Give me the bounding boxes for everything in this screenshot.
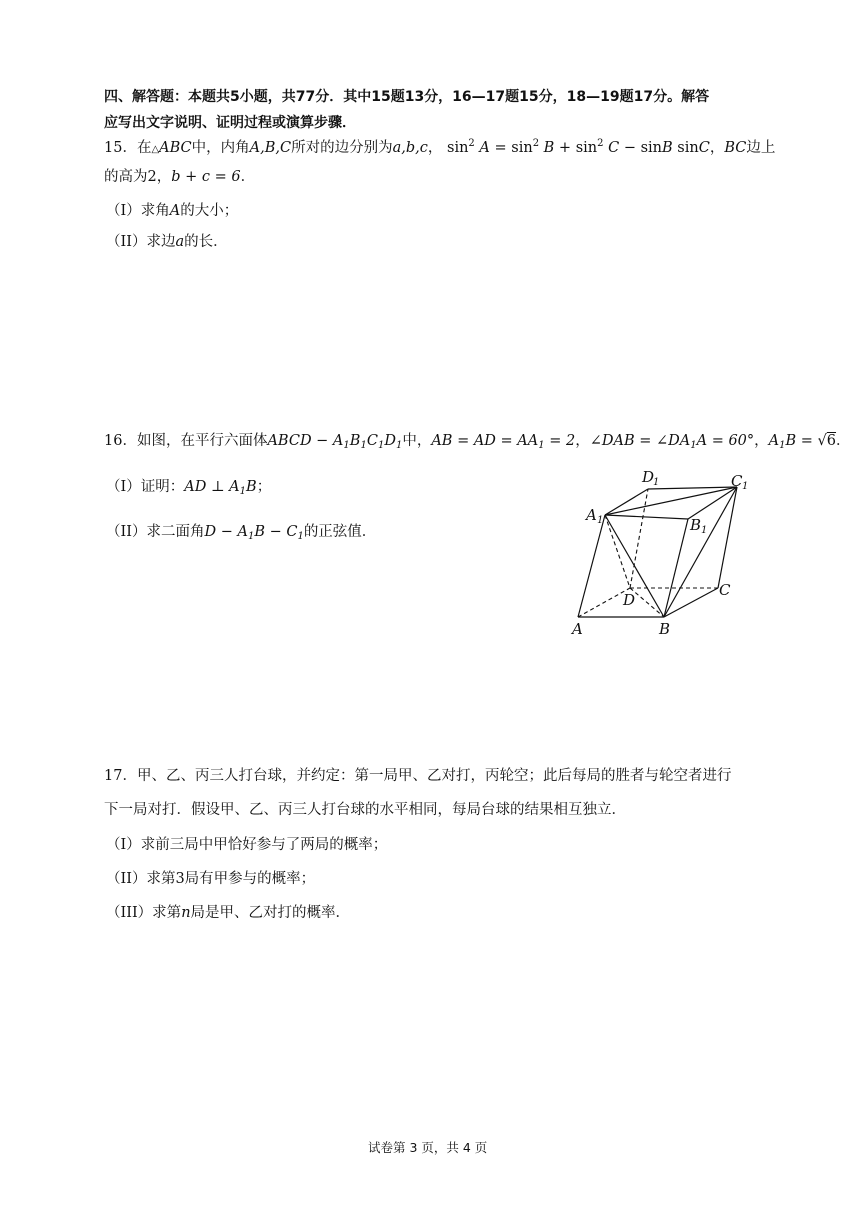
edge-A1D1: [605, 489, 648, 515]
q15-text: 所对的边分别为: [291, 140, 393, 156]
section-heading-line2: 应写出文字说明、证明过程或演算步骤．: [104, 115, 356, 131]
q17-part1: （I）求前三局中甲恰好参与了两局的概率；: [106, 837, 388, 853]
eq-part: A: [768, 433, 780, 449]
q15-part1: [106, 199, 238, 220]
q17-part3: [106, 901, 350, 922]
q16-part2-expr: [204, 524, 303, 540]
q15-number: 15．: [104, 140, 137, 156]
triangle-symbol: △: [151, 144, 160, 155]
eq-part: = sin: [489, 140, 533, 156]
eq-exp: 2: [597, 138, 604, 149]
q15-sep: ，: [709, 140, 725, 156]
edge-BB1: [664, 519, 688, 617]
q16-part2-text: 的正弦值．: [303, 524, 377, 540]
eq-part: sin: [447, 140, 469, 156]
q15-text: 边上: [746, 140, 776, 156]
eq-part: B =: [785, 433, 818, 449]
label-D: D: [623, 591, 636, 609]
q15-text: 在: [136, 140, 152, 156]
sub-one: 1: [360, 440, 367, 451]
q16-end: ．: [836, 433, 851, 449]
eq-exp: 2: [468, 138, 475, 149]
label-A1-sub: 1: [597, 515, 604, 526]
eq-exp: 2: [532, 138, 540, 149]
q17-stem-line1: 17．甲、乙、丙三人打台球，并约定：第一局甲、乙对打，丙轮空；此后每局的胜者与轮空者进行: [104, 768, 732, 784]
solid-part: D: [384, 433, 396, 449]
q16-sep: ，: [575, 433, 590, 449]
q15-stem-line1: [104, 136, 775, 157]
sub-one: 1: [538, 440, 545, 451]
sqrt-radicand: 6: [826, 433, 837, 449]
q15-triangle: ABC: [159, 140, 192, 156]
q15-text: 的高为2，: [104, 169, 172, 185]
q15-part2-var: a: [175, 234, 185, 250]
eq-part: AB = AD = AA: [431, 433, 539, 449]
eq-part: ∠DAB = ∠DA: [589, 433, 691, 449]
q15-part1-label: （I）求角: [106, 203, 170, 219]
edge-AA1: [578, 515, 605, 617]
parallelepiped-figure: [560, 462, 760, 642]
sub-one: 1: [239, 486, 247, 497]
q15-part2-text: 的长．: [184, 234, 228, 250]
eq-part: = 2: [544, 433, 576, 449]
eq-part: C: [603, 140, 620, 156]
q16-stem: [104, 429, 851, 451]
solid-part: C: [366, 433, 378, 449]
expr-part: D − A: [204, 524, 248, 540]
label-D1-sub: 1: [653, 477, 660, 488]
label-C: C: [719, 581, 731, 599]
solid-part: B: [349, 433, 361, 449]
q17-part3-var: n: [181, 905, 191, 921]
q16-part1-label: （I）证明：: [106, 479, 185, 495]
sub-one: 1: [779, 440, 786, 451]
edge-CC1: [718, 487, 737, 588]
edge-A1C1: [605, 487, 737, 515]
expr-part: B − C: [254, 524, 298, 540]
sqrt-symbol: √: [817, 433, 827, 449]
label-B1-sub: 1: [701, 525, 708, 536]
edge-A1B1: [605, 515, 688, 519]
label-A: A: [572, 620, 583, 638]
eq-part: B: [662, 140, 673, 156]
q17-part3-label: （III）求第: [106, 905, 182, 921]
q17-stem-line2: 下一局对打．假设甲、乙、丙三人打台球的水平相同，每局台球的结果相互独立．: [104, 802, 626, 818]
expr-part: B: [246, 479, 257, 495]
page-footer: 试卷第 3 页，共 4 页: [368, 1140, 488, 1155]
q15-text: ．: [240, 169, 256, 185]
eq-part: B: [539, 140, 555, 156]
eq-part: C: [698, 140, 710, 156]
q16-part1: [106, 475, 271, 497]
q15-sides: a,b,c: [392, 140, 428, 156]
q16-solid: [267, 433, 402, 449]
q16-part2-label: （II）求二面角: [106, 524, 205, 540]
q15-side-bc: BC: [724, 140, 747, 156]
sub-one: 1: [247, 531, 255, 542]
q15-angles: A,B,C: [249, 140, 292, 156]
q15-part2: [106, 230, 228, 251]
section-heading-line1: 四、解答题：本题共5小题，共77分．其中15题13分，16—17题15分，18—19题17分。解答: [104, 89, 710, 105]
q15-part2-label: （II）求边: [106, 234, 176, 250]
label-A1: A: [586, 506, 597, 524]
q15-stem-line2: [104, 165, 255, 186]
sub-one: 1: [343, 440, 350, 451]
q17-part3-text: 局是甲、乙对打的概率．: [190, 905, 351, 921]
sub-one: 1: [377, 440, 385, 451]
q16-sep: ，: [754, 433, 769, 449]
label-D1: D: [642, 468, 655, 486]
label-C1-sub: 1: [742, 481, 749, 492]
q16-part1-end: ；: [256, 479, 272, 495]
q15-part1-var: A: [169, 203, 181, 219]
q16-text: 中，: [402, 433, 432, 449]
q16-angle-equality: [590, 433, 754, 449]
q16-part2: [106, 520, 376, 542]
q15-part1-text: 的大小；: [180, 203, 239, 219]
q17-part2: （II）求第3局有甲参与的概率；: [106, 871, 316, 887]
q15-sum-condition: b + c = 6: [171, 169, 241, 185]
q16-part1-expr: [184, 479, 256, 495]
q15-text: 中，内角: [191, 140, 250, 156]
sub-one: 1: [395, 440, 403, 451]
label-B1: B: [690, 516, 702, 534]
q16-text: 如图，在平行六面体: [136, 433, 268, 449]
hidden-edge-DB: [630, 588, 664, 617]
expr-part: AD ⊥ A: [184, 479, 240, 495]
q16-edge-equality: [431, 433, 575, 449]
edge-D1C1: [648, 487, 737, 489]
solid-part: ABCD − A: [267, 433, 344, 449]
label-C1: C: [731, 472, 743, 490]
sub-one: 1: [297, 531, 304, 542]
sub-one: 1: [690, 440, 697, 451]
q15-sine-equation: [447, 140, 710, 156]
q16-length: [769, 433, 818, 449]
label-B: B: [659, 620, 671, 638]
eq-part: A: [474, 140, 490, 156]
eq-part: + sin: [554, 140, 598, 156]
eq-part: sin: [672, 140, 699, 156]
eq-part: A = 60°: [696, 433, 755, 449]
eq-part: − sin: [619, 140, 663, 156]
q15-sep: ，: [427, 140, 443, 156]
q16-number: 16．: [104, 433, 137, 449]
